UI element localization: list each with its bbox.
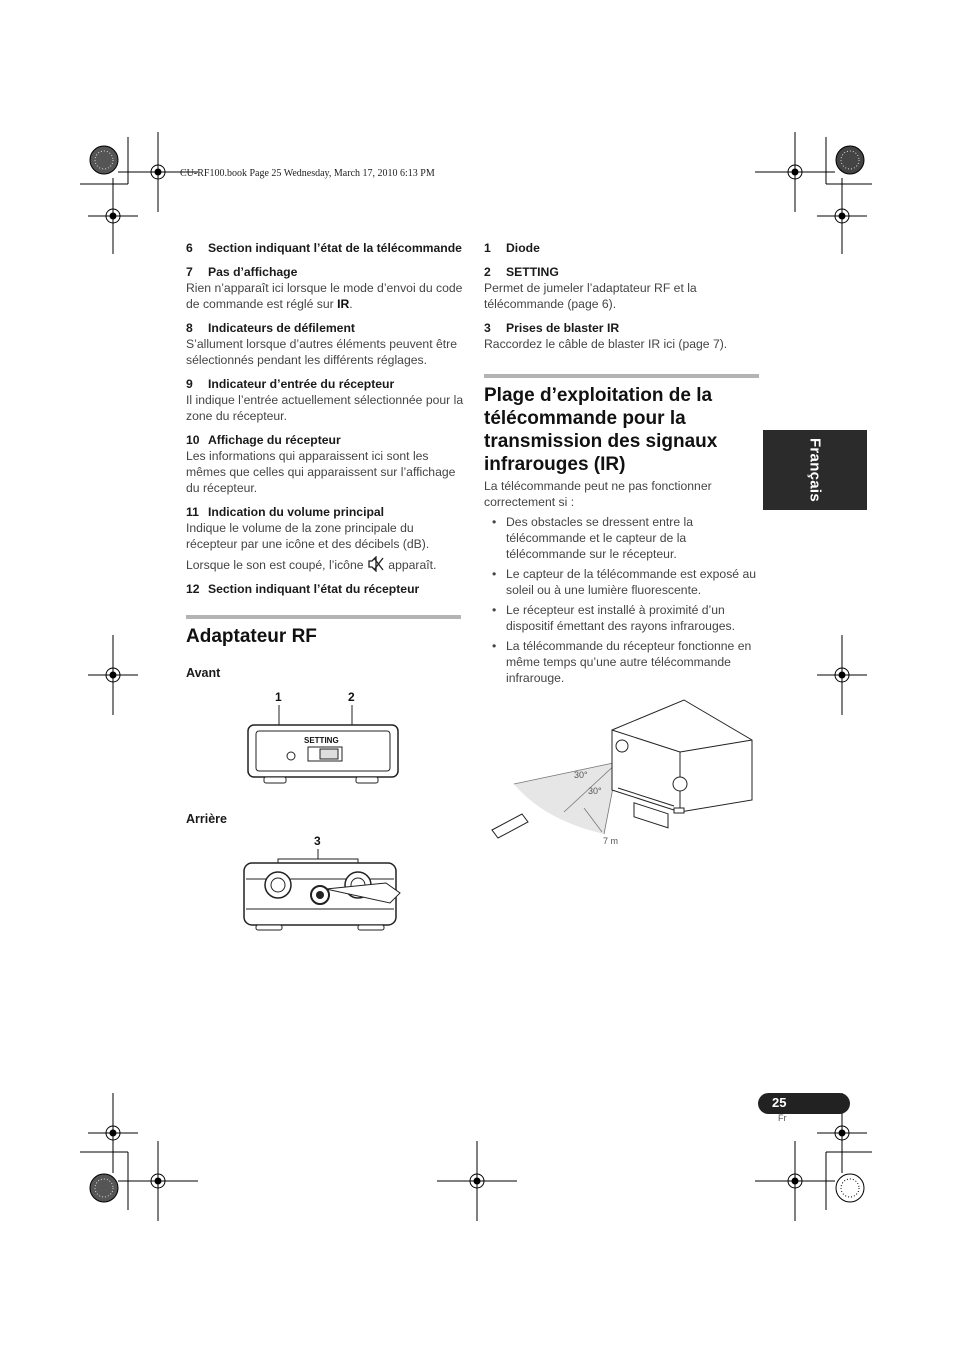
item-body: Il indique l’entrée actuellement sélectionnée pour la zone du récepteur. [186, 393, 464, 423]
page-language-code: Fr [778, 1113, 787, 1123]
avant-label: Avant [186, 666, 221, 680]
item-body-mute-end: apparaît. [388, 558, 437, 572]
intro-text: La télécommande peut ne pas fonctionner correctement si : [484, 479, 712, 509]
callout-1: 1 [275, 690, 282, 704]
item-body: Indique le volume de la zone principale du récepteur par une icône et des décibels (dB). [186, 521, 430, 551]
item-8 [186, 320, 466, 368]
item-number: 9 [186, 377, 193, 391]
item-number: 10 [186, 433, 200, 447]
item-number: 11 [186, 505, 199, 519]
file-info-header: CU-RF100.book Page 25 Wednesday, March 17, 2010 6:13 PM [180, 168, 435, 179]
item-number: 12 [186, 582, 200, 596]
page-number: 25 [772, 1095, 787, 1110]
ir-range-diagram [484, 690, 764, 860]
item-title: Indicateur d’entrée du récepteur [208, 377, 395, 391]
item-diode [484, 240, 764, 256]
mute-speaker-icon [367, 556, 385, 572]
angle-top-label: 30° [574, 770, 588, 780]
list-item: • Le capteur de la télécommande est exposé au soleil ou à une lumière fluorescente. [506, 566, 764, 598]
list-item: • Des obstacles se dressent entre la télécommande et le capteur de la télécommande sur le récepteur. [506, 514, 764, 562]
item-body: S’allument lorsque d’autres éléments peuvent être sélectionnés pendant les différents réglages. [186, 337, 457, 367]
callout-3: 3 [314, 834, 321, 848]
item-11 [186, 504, 466, 573]
left-column [186, 240, 466, 941]
item-number: 3 [484, 321, 491, 335]
item-body: Raccordez le câble de blaster IR ici (page 7). [484, 337, 728, 351]
item-number: 2 [484, 265, 491, 279]
item-number: 8 [186, 321, 193, 335]
item-body-mute: Lorsque le son est coupé, l’icône [186, 558, 364, 572]
arriere-label: Arrière [186, 812, 227, 826]
section-rule [484, 374, 759, 378]
item-body: Rien n’apparaît ici lorsque le mode d’envoi du code de commande est réglé sur [186, 281, 463, 311]
item-title: Pas d’affichage [208, 265, 298, 279]
distance-label: 7 m [603, 836, 619, 846]
conditions-list [484, 514, 764, 686]
item-title: SETTING [506, 265, 559, 279]
item-body: Permet de jumeler l’adaptateur RF et la télécommande (page 6). [484, 281, 697, 311]
item-body: Les informations qui apparaissent ici sont les mêmes que celles qui apparaissent sur l’affichage du récepteur. [186, 449, 456, 495]
item-12 [186, 581, 466, 597]
section-title-adaptateur: Adaptateur RF [186, 626, 317, 647]
item-6 [186, 240, 466, 256]
item-body-bold: IR [337, 297, 350, 311]
item-7 [186, 264, 466, 312]
page-number-tab [758, 1093, 850, 1114]
list-item: • Le récepteur est installé à proximité d’un dispositif émettant des rayons infrarouges. [506, 602, 764, 634]
item-title: Prises de blaster IR [506, 321, 620, 335]
rf-adapter-front-illustration [186, 687, 466, 797]
callout-2: 2 [348, 690, 355, 704]
item-body-end: . [349, 297, 353, 311]
language-tab [763, 430, 867, 510]
item-number: 6 [186, 241, 193, 255]
item-title: Section indiquant l’état du récepteur [208, 582, 420, 596]
right-column [484, 240, 764, 690]
angle-bottom-label: 30° [588, 786, 602, 796]
item-title: Indication du volume principal [208, 505, 385, 519]
rf-adapter-rear-illustration [186, 831, 466, 941]
item-title: Affichage du récepteur [208, 433, 341, 447]
item-number: 1 [484, 241, 491, 255]
item-setting [484, 264, 764, 312]
section-title-plage: Plage d’exploitation de la télécommande pour la transmission des signaux infrarouges (IR) [484, 385, 718, 475]
section-rule [186, 615, 461, 619]
setting-label: SETTING [304, 736, 339, 745]
item-blaster [484, 320, 764, 352]
item-title: Indicateurs de défilement [208, 321, 355, 335]
item-title: Section indiquant l’état de la télécommande [208, 241, 462, 255]
item-9 [186, 376, 466, 424]
item-title: Diode [506, 241, 540, 255]
item-10 [186, 432, 466, 496]
item-number: 7 [186, 265, 193, 279]
list-item: • La télécommande du récepteur fonctionne en même temps qu’une autre télécommande infrarouge. [506, 638, 764, 686]
language-tab-label: Français [806, 437, 824, 503]
